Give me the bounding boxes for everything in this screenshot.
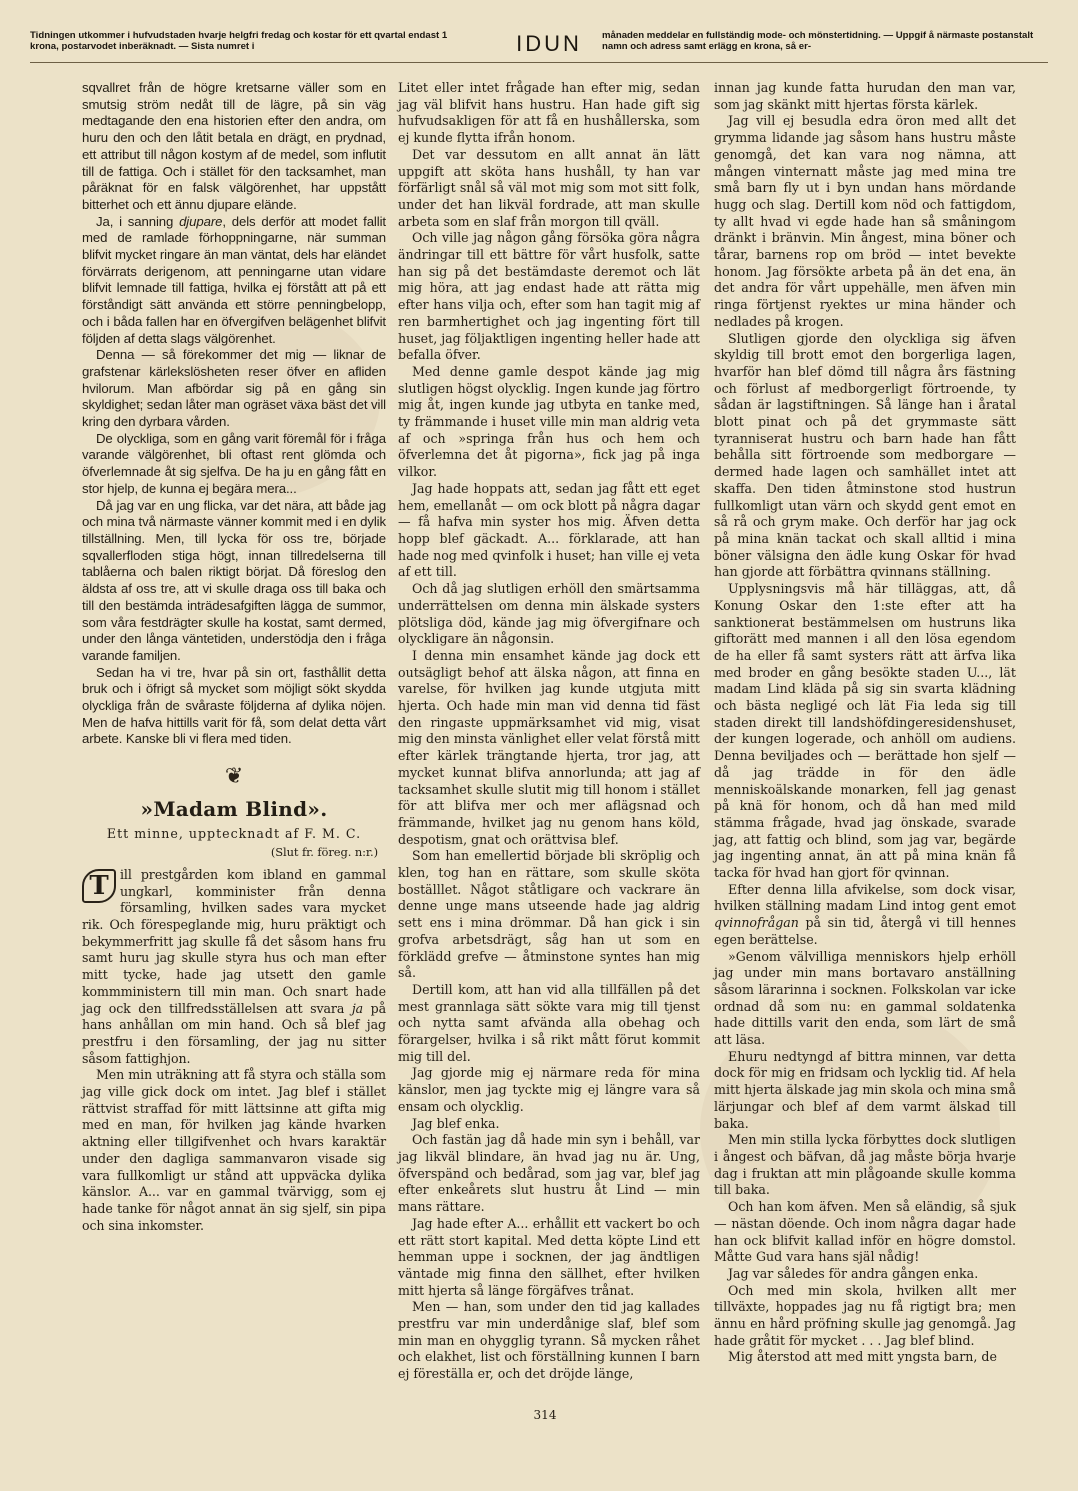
paragraph: Men min uträkning att få styra och ställa som jag ville gick dock om intet. Jag blef i stället rättvist straffad för mitt lättsinne att gifta mig med en man, för hvilken jag kände hvarken aktning eller tillgifvenhet och hvars karaktär under den dagliga sammanvaron visade sig vara fullkomligt ur stånd att uppväcka dylika känslor. A... var en gammal tvärvigg, som ej hade tanke för något annat än sig sjelf, sin pipa och sina inkomster. bbox=[82, 1067, 386, 1233]
masthead bbox=[30, 30, 1048, 70]
paragraph: Och då jag slutligen erhöll den smärtsamma underrättelsen om denna min älskade systers plötsliga död, kände jag mig öfvergifnare och olyckligare än någonsin. bbox=[398, 581, 700, 647]
paragraph: Men min stilla lycka förbyttes dock slutligen i ångest och bäfvan, då jag måste börja hvarje dag i fruktan att min plågoande skulle komma till baka. bbox=[714, 1132, 1016, 1198]
masthead-right-text: månaden meddelar en fullständig mode- och mönstertidning. — Uppgif å närmaste postanstalt namn och adress samt erlägg en krona, så er- bbox=[602, 30, 1034, 52]
paragraph: Sedan ha vi tre, hvar på sin ort, fasthållit detta bruk och i öfrigt så mycket som möjligt sökt skydda olyckliga från de svåraste följderna af dylika nöjen. Men de hafva hittills varit för få, som delat detta vårt arbete. Kanske bli vi flera med tiden. bbox=[82, 664, 386, 747]
column-3 bbox=[714, 80, 1016, 1366]
paragraph: Och fastän jag då hade min syn i behåll, var jag likväl blindare, än hvad jag nu är. Ung, öfverspänd och bedårad, som jag var, blef jag efter enkeårets slut hustru åt Lind — min mans rättare. bbox=[398, 1132, 700, 1215]
paragraph: Jag hade hoppats att, sedan jag fått ett eget hem, emellanåt — om ock blott på några dagar — få hafva min syster hos mig. Äfven detta hopp blef gäckadt. A... förklarade, att han hade nog med qvinfolk i huset; han ville ej veta af ett till. bbox=[398, 480, 700, 580]
paragraph: Jag hade efter A... erhållit ett vackert bo och ett rätt stort kapital. Med detta köpte Lind ett hemman uppe i socknen, der jag ändtligen väntade mig finna den sällhet, efter hvilken mitt hjerta så länge förgäfves trånat. bbox=[398, 1215, 700, 1298]
paragraph: Och ville jag någon gång försöka göra några ändringar till ett bättre för vårt husfolk, satte han sig på det bestämdaste deremot och lät mig höra, att jag endast hade att rätta mig efter hans vilja och, efter som han tagit mig af ren barmhertighet och jag ingenting fört till huset, jag följaktligen ingenting heller hade att befalla öfver. bbox=[398, 230, 700, 363]
column-2 bbox=[398, 80, 700, 1383]
dropcap-letter: T bbox=[82, 869, 116, 903]
paragraph: Jag gjorde mig ej närmare reda för mina känslor, men jag tyckte mig ej längre vara så ensam och olycklig. bbox=[398, 1065, 700, 1114]
paragraph: Efter denna lilla afvikelse, som dock visar, hvilken ställning madam Lind intog gent emot qvinnofrågan på sin tid, återgå vi till hennes egen berättelse. bbox=[714, 881, 1016, 947]
paragraph: Denna — så förekommer det mig — liknar de grafstenar kärlekslösheten reser öfver en afliden hvilorum. Man afbördar sig på en gång sin skyldighet; sedan låter man ogräset växa bäst det vill kring den dyrbara vården. bbox=[82, 347, 386, 430]
paragraph: Med denne gamle despot kände jag mig slutligen högst olycklig. Ingen kunde jag förtro mig åt, ingen kunde jag utbyta en tanke med, ty främmande i huset ville min man aldrig veta af och »springa från hus och hem och öfverlemna det åt pigorna», fick jag på inga vilkor. bbox=[398, 363, 700, 480]
paragraph: Och med min skola, hvilken allt mer tillväxte, hoppades jag nu få rigtigt bra; men ännu en hård pröfning skulle jag genomgå. Jag hade gråtit för mycket . . . Jag blef blind. bbox=[714, 1282, 1016, 1348]
paragraph: Upplysningsvis må här tilläggas, att, då Konung Oskar den 1:ste efter att ha sanktionerat bestämmelsen om hustruns lika giftorätt med mannen i all den lösa egendom de ha eller få samt systers rätt att ärfva lika med broder en gång besökte staden U..., lät madam Lind kläda på sig sin svarta klädning och bästa negligé och lät Fia leda sig till staden direkt till landshöfdingeresidenshuset, der kungen logerade, och anhöll om audiens. Denna beviljades och — berättade hon sjelf — då jag trädde in för den ädle menniskoälskande monarken, fell jag genast på knä för honom, och då han med mild stämma frågade, hvad jag önskade, svarade jag, att fattig och blind, som jag var, begärde jag ingenting annat, än att på mina knän få tacka för hvad han gjort för qvinnan. bbox=[714, 581, 1016, 881]
article-subtitle: Ett minne, upptecknadt af F. M. C. bbox=[106, 825, 362, 841]
paragraph: Och han kom äfven. Men så eländig, så sjuk — nästan döende. Och inom några dagar hade han ock blifvit kallad inför en högre domstol. Måtte Gud vara hans själ nådig! bbox=[714, 1199, 1016, 1265]
paragraph: Jag blef enka. bbox=[412, 1115, 500, 1131]
ornament-icon: ❦ bbox=[224, 763, 244, 789]
paragraph: Ehuru nedtyngd af bittra minnen, var detta dock för mig en fridsam och lycklig tid. Af hela mitt hjerta älskade jag min skola och mina små lärjungar och blef af dem varmt älskad till baka. bbox=[714, 1048, 1016, 1131]
paragraph: Slutligen gjorde den olyckliga sig äfven skyldig till brott emot den borgerliga lagen, hvarför han blef dömd till några års fästning och förlust af medborgerligt förtroende, ty sådan är lagstiftningen. Så länge han i åratal blott pinat och på det grymmaste sätt tyranniserat hustru och barn hade han fått behålla sitt förtroende som medborgare — dermed hade lagen och samhället intet att skaffa. Den tiden åtminstone stod hustrun fullkomligt utan värn och skydd gent emot en så rå och grym make. Och derför har jag ock på mina knän tackat och skall alltid i mina böner välsigna den ädle kung Oskar för hvad han gjorde att förbättra qvinnans ställning. bbox=[714, 330, 1016, 580]
column-1 bbox=[82, 80, 386, 1234]
paragraph: Ja, i sanning djupare, dels derför att modet fallit med de ramlade förhoppningarne, när summan blifvit mycket ringare än man väntat, dels har eländet förvärrats derigenom, att penningarne utan vidare blifvit lemnade till fattiga, hvilka ej förstått att på ett förståndigt sätt använda ett större penningbelopp, och i båda fallen har en öfvergifven belägenhet blifvit följden af detta slags välgörenhet. bbox=[82, 213, 386, 346]
paragraph: T ill prestgården kom ibland en gammal ungkarl, komminister från denna församling, hvilken sades vara mycket rik. Och förespeglande mig, huru präktigt och bekymmerfritt jag skulle få det såsom hans fru samt huru jag skulle styra hus och man efter mitt tycke, hade jag utsett den gamle kommministern till min man. Och snart hade jag ock den tillfredsställelsen att svara ja på hans anhållan om min hand. Och så blef jag prestfru i den församling, der jag nu sitter såsom fattighjon. bbox=[82, 866, 386, 1066]
paragraph: Litet eller intet frågade han efter mig, sedan jag väl blifvit hans hustru. Han hade gift sig hufvudsakligen för att få en hushållerska, som ej kunde flytta ifrån honom. bbox=[398, 80, 700, 146]
paragraph: Då jag var en ung flicka, var det nära, att både jag och mina två närmaste vänner kommit med i en dylik tillställning. Men, till lycka för oss tre, började sqvallerfloden stiga högt, innan tillredelserna till tablåerna och balen riktigt börjat. Då föreslog den äldsta af oss tre, att vi skulle draga oss till baka och till den bestämda inträdesafgiften lägga de summor, som våra festdrägter skulle ha kostat, samt dermed, under den långa väntetiden, understödja den i fråga varande familjen. bbox=[82, 497, 386, 663]
masthead-title: IDUN bbox=[516, 31, 582, 56]
paragraph: »Genom välvilliga menniskors hjelp erhöll jag under min mans bortavaro anställning såsom lärarinna i socknen. Folkskolan var icke ordnad då som nu: en gammal soldatenka hade dittills varit den enda, som lärt de små att läsa. bbox=[714, 948, 1016, 1048]
paragraph: Men — han, som under den tid jag kallades prestfru var min underdånige slaf, blef som min man en ohygglig tyrann. Så mycken råhet och elakhet, list och förställning kunnen I barn ej föreställa er, och det dröjde länge, bbox=[398, 1299, 700, 1382]
continuation-note: (Slut fr. föreg. n:r.) bbox=[270, 845, 378, 860]
paragraph: Det var dessutom en allt annat än lätt uppgift att sköta hans hushåll, ty han var förfärligt snål så väl mot mig som mot sitt folk, under det han likväl fordrade, att man skulle arbeta som en slaf från morgon till qväll. bbox=[398, 146, 700, 229]
paragraph: De olyckliga, som en gång varit föremål för i fråga varande välgörenhet, bli oftast rent glömda och öfverlemnade åt sig sjelfva. De ha ju en gång fått en stor hjelp, de kunna ej begära mera... bbox=[82, 430, 386, 496]
page-number: 314 bbox=[533, 1408, 557, 1422]
masthead-rule bbox=[30, 62, 1048, 63]
paragraph: Jag vill ej besudla edra öron med allt det grymma lidande jag såsom hans hustru måste genomgå, det kan vara nog nämna, att mången vinternatt måste jag med mina tre små barn fly ut i byn undan hans mördande hugg och slag. Dertill kom nöd och fattigdom, ty allt hvad vi egde hade han så småningom dränkt i bränvin. Min ångest, mina böner och tårar, barnens rop om bröd — intet bevekte honom. Jag försökte arbeta på än det ena, än det andra för vårt uppehälle, men äfven min ringa förtjenst ryektes ur mina händer och nedlades på krogen. bbox=[714, 113, 1016, 329]
paragraph: Dertill kom, att han vid alla tillfällen på det mest grannlaga sätt sökte vara mig till tjenst och nytta samt afvända alla obehag och förargelser, hvilka i så rikt mått förut kommit mig till del. bbox=[398, 981, 700, 1064]
paragraph: innan jag kunde fatta hurudan den man var, som jag skänkt mitt hjertas första kärlek. bbox=[714, 80, 1016, 112]
article-title: »Madam Blind». bbox=[140, 796, 328, 821]
paragraph: sqvallret från de högre kretsarne väller som en smutsig ström nedåt till de lägre, på sin väg medtagande den ena historien efter den andra, om huru den och den låtit betala en drägt, en prydnad, ett attribut till någon kostym af de medel, som influtit till de fattiga. Och i stället för den tacksamhet, man påräknat för en falsk välgörenhet, har uppstått bitterhet och ett ännu djupare elände. bbox=[82, 80, 386, 212]
paragraph: Mig återstod att med mitt yngsta barn, de bbox=[728, 1349, 997, 1365]
masthead-left-text: Tidningen utkommer i hufvudstaden hvarje helgfri fredag och kostar för ett qvartal endast 1 krona, postarvodet inberäknadt. — Sista numret i bbox=[30, 30, 448, 52]
paragraph: I denna min ensamhet kände jag dock ett outsägligt behof att älska någon, att finna en varelse, för hvilken jag kunde utgjuta mitt hjerta. Och hade min man vid denna tid fäst den ringaste uppmärksamhet vid mig, visat mig den minsta vänlighet eller velat förstå mitt efter kärlek trängtande hjerta, tror jag, att mycket kunnat blifva annorlunda; att jag af tacksamhet skulle slutit mig till honom i stället för att blifva mer och mer aflägsnad och främmande, hvilket jag nu genom hans köld, despotism, gnat och orättvisa blef. bbox=[398, 647, 700, 847]
paragraph: Som han emellertid började bli skröplig och klen, tog han en rättare, som skulle sköta boställlet. Något ståtligare och vackrare än denne unge mans utseende hade jag aldrig sett ens i mina drömmar. Då han gick i sin grofva arbetsdrägt, såg han ut som en förklädd grefve — åtminstone syntes han mig så. bbox=[398, 848, 700, 981]
paragraph: Jag var således för andra gången enka. bbox=[728, 1265, 979, 1281]
